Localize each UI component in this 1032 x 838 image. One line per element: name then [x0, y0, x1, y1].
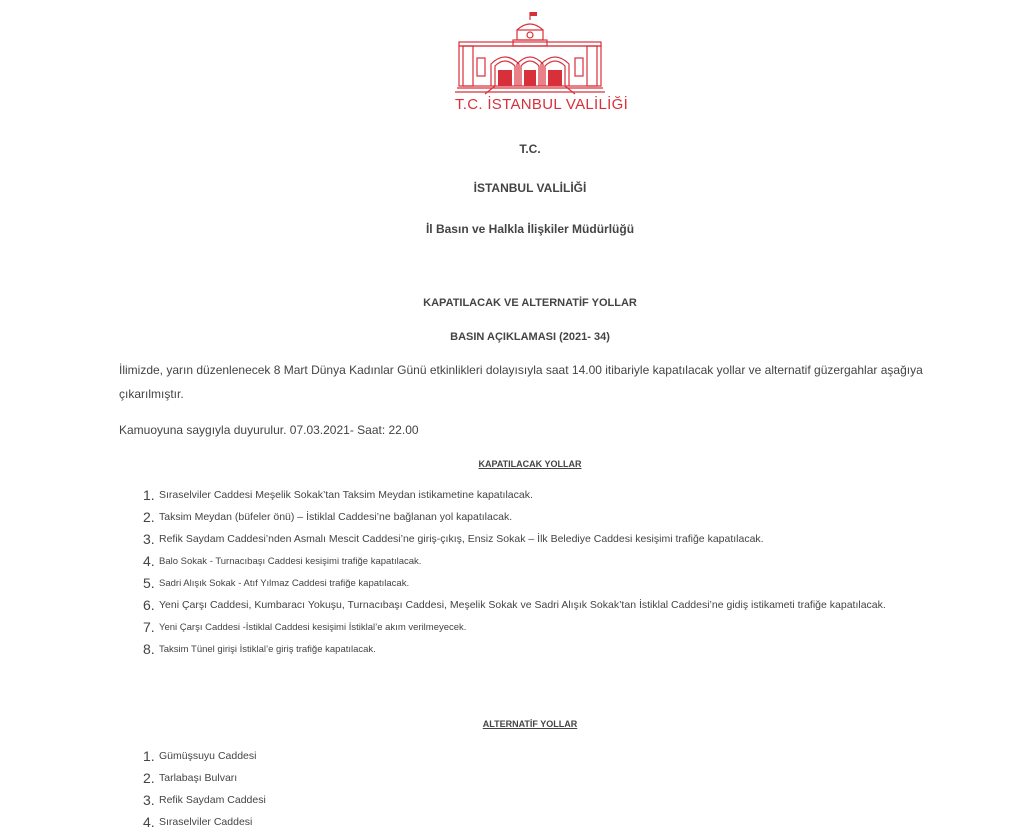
list-item: 1. Gümüşsuyu Caddesi [143, 748, 257, 764]
list-item: 3. Refik Saydam Caddesi’nden Asmalı Mescit Caddesi’ne giriş-çıkış, Ensiz Sokak – İlk Belediye Caddesi kesişimi trafiğe kapatılacak. [143, 531, 764, 547]
list-item: 6. Yeni Çarşı Caddesi, Kumbaracı Yokuşu, Turnacıbaşı Caddesi, Meşelik Sokak ve Sadri Alışık Sokak’tan İstiklal Caddesi’ne gidiş istikameti trafiğe kapatılacak. [143, 597, 886, 613]
list-item: 3. Refik Saydam Caddesi [143, 792, 266, 808]
istanbul-valiligi-logo [455, 10, 629, 118]
announcement-subtitle: BASIN AÇIKLAMASI (2021- 34) [450, 331, 610, 343]
list-item: 4. Sıraselviler Caddesi [143, 814, 253, 830]
list-item: 8. Taksim Tünel girişi İstiklal’e giriş trafiğe kapatılacak. [143, 641, 376, 657]
header-tc: T.C. [519, 142, 541, 156]
list-item: 7. Yeni Çarşı Caddesi -İstiklal Caddesi kesişimi İstiklal’e akım verilmeyecek. [143, 619, 467, 635]
announcement-title: KAPATILACAK VE ALTERNATİF YOLLAR [423, 297, 637, 309]
closed-roads-title: KAPATILACAK YOLLAR [478, 459, 582, 469]
logo-text: T.C. İSTANBUL VALİLİĞİ [455, 96, 629, 113]
alternative-roads-list [143, 745, 1003, 833]
list-item: 5. Sadri Alışık Sokak - Atıf Yılmaz Caddesi trafiğe kapatılacak. [143, 575, 410, 591]
list-item: 2. Taksim Meydan (büfeler önü) – İstiklal Caddesi’ne bağlanan yol kapatılacak. [143, 509, 513, 525]
intro-paragraph: İlimizde, yarın düzenlenecek 8 Mart Dünya Kadınlar Günü etkinlikleri dolayısıyla saat 14.00 itibariyle kapatılacak yollar ve alternatif güzergahlar aşağıya çıkarılmıştır. [119, 363, 923, 401]
list-item: 1. Sıraselviler Caddesi Meşelik Sokak’tan Taksim Meydan istikametine kapatılacak. [143, 487, 533, 503]
list-item: 4. Balo Sokak - Turnacıbaşı Caddesi kesişimi trafiğe kapatılacak. [143, 553, 422, 569]
closed-roads-list [143, 484, 1003, 660]
header-mudurluk: İl Basın ve Halkla İlişkiler Müdürlüğü [425, 222, 635, 236]
header-valilik: İSTANBUL VALİLİĞİ [473, 181, 587, 195]
list-item: 2. Tarlabaşı Bulvarı [143, 770, 238, 786]
alternative-roads-title: ALTERNATİF YOLLAR [482, 719, 578, 729]
valilik-building-icon [455, 10, 605, 96]
closing-paragraph: Kamuoyuna saygıyla duyurulur. 07.03.2021- Saat: 22.00 [119, 423, 419, 437]
